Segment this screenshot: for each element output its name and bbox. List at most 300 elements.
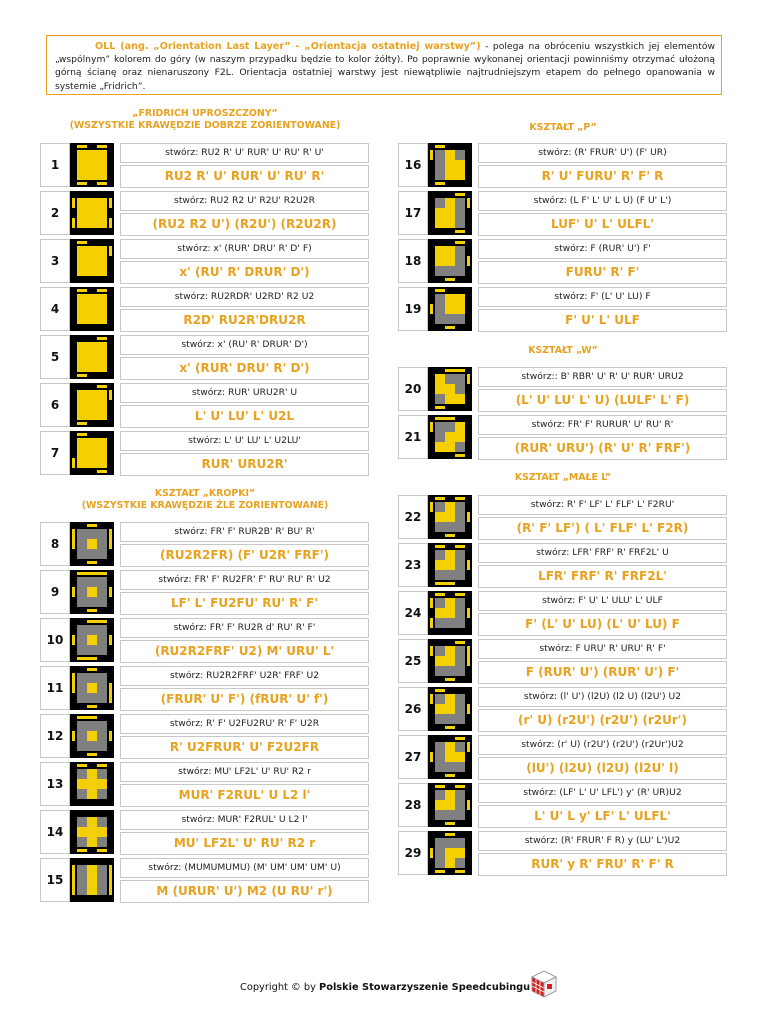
cube-side-sticker: [455, 241, 465, 244]
cube-sticker: [97, 645, 107, 655]
cube-side-sticker: [467, 742, 470, 752]
cube-sticker: [77, 683, 87, 693]
cube-top-view-icon: [70, 570, 114, 614]
cube-side-sticker: [77, 433, 87, 436]
cube-side-sticker: [77, 572, 87, 575]
cube-sticker: [97, 817, 107, 827]
cube-top-view-icon: [70, 522, 114, 566]
cube-sticker: [445, 246, 455, 256]
cube-sticker: [455, 800, 465, 810]
oll-case-row-17: [398, 191, 728, 236]
cube-sticker: [455, 394, 465, 404]
case-number: 17: [398, 191, 428, 235]
cube-sticker: [97, 410, 107, 420]
setup-moves: stwórz: MUR' F2RUL' U L2 l': [120, 810, 369, 830]
cube-sticker: [77, 448, 87, 458]
oll-case-row-4: [40, 287, 370, 332]
oll-case-row-10: [40, 618, 370, 663]
cube-sticker: [455, 150, 465, 160]
cube-sticker: [97, 390, 107, 400]
cube-sticker: [445, 838, 455, 848]
oll-case-row-3: [40, 239, 370, 284]
cube-side-sticker: [109, 390, 112, 400]
cube-side-sticker: [430, 752, 433, 762]
case-number: 13: [40, 762, 70, 806]
cube-sticker: [97, 741, 107, 751]
cube-sticker: [77, 539, 87, 549]
cube-sticker: [445, 800, 455, 810]
cube-side-sticker: [455, 641, 465, 644]
cube-side-sticker: [109, 587, 112, 597]
cube-side-sticker: [87, 572, 97, 575]
cube-side-sticker: [455, 230, 465, 233]
cube-sticker: [435, 570, 445, 580]
cube-sticker: [77, 885, 87, 895]
cube-sticker: [445, 790, 455, 800]
cube-side-sticker: [455, 545, 465, 548]
cube-top-view-icon: [428, 415, 472, 459]
cube-side-sticker: [109, 539, 112, 549]
cube-top-view-icon: [70, 335, 114, 379]
cube-sticker: [455, 810, 465, 820]
cube-sticker: [77, 529, 87, 539]
cube-sticker: [97, 352, 107, 362]
case-number: 22: [398, 495, 428, 539]
cube-sticker: [87, 645, 97, 655]
cube-side-sticker: [77, 764, 87, 767]
cube-side-sticker: [97, 337, 107, 340]
cube-side-sticker: [109, 683, 112, 693]
cube-sticker: [435, 394, 445, 404]
intro-lead: OLL (ang. „Orientation Last Layer” - „Orientacja ostatniej warstwy”): [95, 41, 481, 52]
cube-side-sticker: [87, 657, 97, 660]
cube-sticker: [445, 294, 455, 304]
cube-sticker: [97, 731, 107, 741]
cube-logo-icon: [531, 970, 557, 998]
cube-sticker: [435, 560, 445, 570]
setup-moves: stwórz: (R' FRUR' U') (F' UR): [478, 143, 727, 163]
cube-sticker: [445, 742, 455, 752]
cube-top-view-icon: [70, 714, 114, 758]
cube-sticker: [445, 422, 455, 432]
case-number: 3: [40, 239, 70, 283]
setup-moves: stwórz: F' U' L' ULU' L' ULF: [478, 591, 727, 611]
cube-top-view-icon: [428, 591, 472, 635]
cube-side-sticker: [97, 385, 107, 388]
cube-side-sticker: [77, 716, 87, 719]
algorithm: FURU' R' F': [478, 261, 727, 284]
cube-side-sticker: [455, 593, 465, 596]
cube-top-view-icon: [70, 239, 114, 283]
cube-sticker: [435, 384, 445, 394]
cube-sticker: [455, 314, 465, 324]
case-number: 8: [40, 522, 70, 566]
cube-sticker: [455, 160, 465, 170]
algorithm: R2D' RU2R'DRU2R: [120, 309, 369, 332]
cube-side-sticker: [445, 369, 455, 372]
cube-side-sticker: [445, 326, 455, 329]
cube-sticker: [87, 266, 97, 276]
cube-sticker: [435, 512, 445, 522]
cube-side-sticker: [72, 885, 75, 895]
algorithm: (RU2R2FR) (F' U2R' FRF'): [120, 544, 369, 567]
cube-sticker: [445, 752, 455, 762]
cube-side-sticker: [109, 693, 112, 703]
cube-side-sticker: [97, 182, 107, 185]
oll-case-row-18: [398, 239, 728, 284]
cube-top-view-icon: [428, 495, 472, 539]
cube-sticker: [87, 539, 97, 549]
intro-text: - polega na obróceniu wszystkich jej elementów „wspólnym” kolorem do góry (w naszym przypadku będzie to kolor żółty). Po poprawnie wykonanej orientacji powinniśmy otrzymać ułożoną górną ścianę oraz nienaruszony F2L. Orientacja ostatniej warstwy jest niewątpliwie najtrudniejszym etapem do pełnego opanowania w systemie „Fridrich”.: [55, 41, 715, 92]
cube-sticker: [435, 502, 445, 512]
cube-sticker: [97, 294, 107, 304]
cube-side-sticker: [435, 145, 445, 148]
intro-box: [46, 35, 722, 95]
cube-sticker: [97, 577, 107, 587]
cube-sticker: [97, 693, 107, 703]
cube-side-sticker: [467, 656, 470, 666]
cube-sticker: [455, 762, 465, 772]
cube-sticker: [87, 529, 97, 539]
cube-sticker: [97, 885, 107, 895]
algorithm: LFR' FRF' R' FRF2L': [478, 565, 727, 588]
setup-moves: stwórz: FR' F' RUR2B' R' BU' R': [120, 522, 369, 542]
cube-side-sticker: [72, 539, 75, 549]
cube-top-view-icon: [428, 191, 472, 235]
cube-side-sticker: [430, 598, 433, 608]
cube-top-view-icon: [70, 810, 114, 854]
cube-sticker: [87, 208, 97, 218]
algorithm: (FRUR' U' F') (fRUR' U' f'): [120, 688, 369, 711]
cube-sticker: [435, 608, 445, 618]
cube-top-view-icon: [70, 858, 114, 902]
heading-fridrich-subtitle: (WSZYSTKIE KRAWĘDZIE DOBRZE ZORIENTOWANE): [69, 119, 341, 131]
algorithm: (RUR' URU') (R' U' R' FRF'): [478, 437, 727, 460]
cube-sticker: [77, 721, 87, 731]
cube-sticker: [97, 160, 107, 170]
setup-moves: stwórz: FR' F' RU2FR' F' RU' RU' R' U2: [120, 570, 369, 590]
cube-sticker: [435, 694, 445, 704]
cube-sticker: [87, 342, 97, 352]
setup-moves: stwórz: RU2R2FRF' U2R' FRF' U2: [120, 666, 369, 686]
cube-top-view-icon: [70, 431, 114, 475]
cube-side-sticker: [435, 785, 445, 788]
algorithm: (RU2R2FRF' U2) M' URU' L': [120, 640, 369, 663]
cube-sticker: [87, 294, 97, 304]
cube-sticker: [87, 597, 97, 607]
cube-sticker: [445, 598, 455, 608]
setup-moves: stwórz: L' U' LU' L' U2LU': [120, 431, 369, 451]
cube-sticker: [445, 848, 455, 858]
cube-side-sticker: [109, 875, 112, 885]
cube-sticker: [435, 762, 445, 772]
cube-side-sticker: [109, 529, 112, 539]
cube-side-sticker: [467, 256, 470, 266]
cube-sticker: [455, 646, 465, 656]
cube-side-sticker: [445, 582, 455, 585]
cube-sticker: [97, 342, 107, 352]
cube-sticker: [87, 549, 97, 559]
cube-sticker: [97, 597, 107, 607]
cube-top-view-icon: [70, 666, 114, 710]
cube-sticker: [97, 246, 107, 256]
cube-side-sticker: [109, 246, 112, 256]
cube-sticker: [445, 522, 455, 532]
algorithm: x' (RU' R' DRUR' D'): [120, 261, 369, 284]
cube-sticker: [445, 432, 455, 442]
cube-sticker: [455, 742, 465, 752]
cube-sticker: [445, 442, 455, 452]
cube-sticker: [77, 294, 87, 304]
heading-fridrich: [40, 108, 370, 131]
cube-side-sticker: [445, 278, 455, 281]
cube-sticker: [445, 374, 455, 384]
setup-moves: stwórz: (l' U') (l2U) (l2 U) (l2U') U2: [478, 687, 727, 707]
cube-sticker: [87, 789, 97, 799]
setup-moves: stwórz: RUR' URU2R' U: [120, 383, 369, 403]
case-number: 27: [398, 735, 428, 779]
oll-case-row-11: [40, 666, 370, 711]
cube-sticker: [97, 266, 107, 276]
case-number: 18: [398, 239, 428, 283]
cube-side-sticker: [87, 716, 97, 719]
cube-sticker: [77, 314, 87, 324]
cube-top-view-icon: [428, 783, 472, 827]
cube-side-sticker: [467, 512, 470, 522]
oll-case-row-21: [398, 415, 728, 460]
cube-sticker: [435, 742, 445, 752]
algorithm: F (RUR' U') (RUR' U') F': [478, 661, 727, 684]
cube-sticker: [435, 170, 445, 180]
cube-sticker: [97, 587, 107, 597]
cube-top-view-icon: [70, 191, 114, 235]
cube-side-sticker: [467, 374, 470, 384]
cube-top-view-icon: [428, 367, 472, 411]
cube-top-view-icon: [70, 143, 114, 187]
cube-side-sticker: [435, 417, 445, 420]
cube-sticker: [87, 352, 97, 362]
cube-sticker: [77, 400, 87, 410]
cube-sticker: [455, 570, 465, 580]
cube-sticker: [445, 762, 455, 772]
cube-sticker: [87, 458, 97, 468]
cube-top-view-icon: [428, 239, 472, 283]
cube-sticker: [77, 208, 87, 218]
cube-sticker: [87, 218, 97, 228]
cube-sticker: [77, 587, 87, 597]
cube-side-sticker: [97, 849, 107, 852]
oll-case-row-1: [40, 143, 370, 188]
oll-case-row-16: [398, 143, 728, 188]
cube-sticker: [97, 438, 107, 448]
cube-sticker: [77, 342, 87, 352]
cube-sticker: [77, 218, 87, 228]
cube-sticker: [435, 294, 445, 304]
cube-top-view-icon: [428, 639, 472, 683]
algorithm: RUR' URU2R': [120, 453, 369, 476]
cube-sticker: [435, 550, 445, 560]
cube-sticker: [87, 160, 97, 170]
oll-case-row-7: [40, 431, 370, 476]
setup-moves: stwórz: FR' F' RU2R d' RU' R' F': [120, 618, 369, 638]
cube-sticker: [435, 838, 445, 848]
cube-sticker: [77, 597, 87, 607]
cube-sticker: [87, 769, 97, 779]
cube-sticker: [435, 208, 445, 218]
cube-sticker: [445, 646, 455, 656]
cube-sticker: [455, 858, 465, 868]
cube-side-sticker: [87, 620, 97, 623]
cube-sticker: [77, 266, 87, 276]
cube-side-sticker: [109, 218, 112, 228]
cube-sticker: [445, 512, 455, 522]
cube-sticker: [87, 817, 97, 827]
case-number: 25: [398, 639, 428, 683]
cube-sticker: [97, 304, 107, 314]
cube-sticker: [445, 810, 455, 820]
algorithm: LUF' U' L' ULFL': [478, 213, 727, 236]
cube-side-sticker: [435, 582, 445, 585]
oll-case-row-23: [398, 543, 728, 588]
setup-moves: stwórz: RU2RDR' U2RD' R2 U2: [120, 287, 369, 307]
cube-sticker: [87, 198, 97, 208]
cube-side-sticker: [435, 406, 445, 409]
cube-sticker: [97, 539, 107, 549]
cube-side-sticker: [77, 849, 87, 852]
cube-sticker: [87, 400, 97, 410]
algorithm: (lU') (l2U) (l2U) (l2U' l): [478, 757, 727, 780]
cube-side-sticker: [445, 678, 455, 681]
cube-sticker: [77, 304, 87, 314]
cube-side-sticker: [430, 502, 433, 512]
algorithm: MU' LF2L' U' RU' R2 r: [120, 832, 369, 855]
cube-sticker: [97, 150, 107, 160]
cube-sticker: [445, 858, 455, 868]
cube-sticker: [87, 683, 97, 693]
cube-sticker: [97, 170, 107, 180]
oll-case-row-2: [40, 191, 370, 236]
cube-sticker: [455, 256, 465, 266]
copyright-org: Polskie Stowarzyszenie Speedcubingu: [319, 982, 531, 993]
cube-sticker: [87, 625, 97, 635]
setup-moves: stwórz: (MUMUMUMU) (M' UM' UM' UM' U): [120, 858, 369, 878]
cube-sticker: [445, 384, 455, 394]
cube-sticker: [77, 246, 87, 256]
cube-sticker: [77, 410, 87, 420]
cube-sticker: [77, 645, 87, 655]
setup-moves: stwórz: RU2 R' U' RUR' U' RU' R' U': [120, 143, 369, 163]
cube-sticker: [455, 208, 465, 218]
cube-sticker: [455, 266, 465, 276]
cube-sticker: [97, 865, 107, 875]
cube-sticker: [97, 458, 107, 468]
cube-sticker: [435, 522, 445, 532]
cube-side-sticker: [435, 289, 445, 292]
cube-sticker: [445, 160, 455, 170]
cube-side-sticker: [430, 848, 433, 858]
algorithm: x' (RUR' DRU' R' D'): [120, 357, 369, 380]
cube-sticker: [445, 266, 455, 276]
cube-side-sticker: [455, 785, 465, 788]
cube-side-sticker: [109, 865, 112, 875]
cube-side-sticker: [445, 822, 455, 825]
cube-side-sticker: [467, 198, 470, 208]
cube-sticker: [455, 790, 465, 800]
algorithm: RUR' y R' FRU' R' F' R: [478, 853, 727, 876]
cube-sticker: [97, 448, 107, 458]
algorithm: (R' F' LF') ( L' FLF' L' F2R): [478, 517, 727, 540]
cube-side-sticker: [430, 304, 433, 314]
heading-p-title: KSZTAŁT „P”: [529, 122, 597, 133]
cube-sticker: [77, 198, 87, 208]
cube-side-sticker: [430, 646, 433, 656]
oll-case-row-26: [398, 687, 728, 732]
setup-moves: stwórz:: B' RBR' U' R' U' RUR' URU2: [478, 367, 727, 387]
cube-sticker: [87, 827, 97, 837]
cube-side-sticker: [72, 875, 75, 885]
cube-side-sticker: [97, 620, 107, 623]
cube-side-sticker: [72, 529, 75, 539]
cube-sticker: [77, 390, 87, 400]
cube-side-sticker: [77, 289, 87, 292]
cube-sticker: [455, 714, 465, 724]
cube-sticker: [455, 618, 465, 628]
cube-side-sticker: [72, 218, 75, 228]
oll-case-row-6: [40, 383, 370, 428]
cube-side-sticker: [430, 422, 433, 432]
cube-side-sticker: [455, 870, 465, 873]
cube-side-sticker: [467, 704, 470, 714]
cube-sticker: [455, 384, 465, 394]
cube-sticker: [97, 837, 107, 847]
cube-top-view-icon: [428, 735, 472, 779]
cube-sticker: [445, 314, 455, 324]
cube-side-sticker: [72, 673, 75, 683]
cube-sticker: [445, 502, 455, 512]
copyright-prefix: Copyright © by: [240, 982, 320, 993]
cube-sticker: [77, 362, 87, 372]
cube-side-sticker: [72, 198, 75, 208]
case-number: 26: [398, 687, 428, 731]
case-number: 12: [40, 714, 70, 758]
cube-side-sticker: [109, 198, 112, 208]
setup-moves: stwórz: (L F' L' U' L U) (F U' L'): [478, 191, 727, 211]
cube-top-view-icon: [428, 143, 472, 187]
cube-top-view-icon: [428, 831, 472, 875]
cube-side-sticker: [467, 608, 470, 618]
algorithm: (RU2 R2 U') (R2U') (R2U2R): [120, 213, 369, 236]
cube-sticker: [87, 304, 97, 314]
cube-sticker: [445, 256, 455, 266]
oll-case-row-13: [40, 762, 370, 807]
case-number: 6: [40, 383, 70, 427]
cube-sticker: [445, 198, 455, 208]
cube-sticker: [77, 352, 87, 362]
cube-side-sticker: [87, 524, 97, 527]
oll-case-row-25: [398, 639, 728, 684]
cube-sticker: [455, 598, 465, 608]
cube-sticker: [445, 394, 455, 404]
cube-top-view-icon: [70, 618, 114, 662]
cube-side-sticker: [109, 885, 112, 895]
cube-sticker: [97, 673, 107, 683]
cube-sticker: [455, 442, 465, 452]
cube-sticker: [97, 198, 107, 208]
cube-top-view-icon: [70, 287, 114, 331]
cube-side-sticker: [445, 726, 455, 729]
cube-sticker: [87, 170, 97, 180]
cube-sticker: [445, 704, 455, 714]
